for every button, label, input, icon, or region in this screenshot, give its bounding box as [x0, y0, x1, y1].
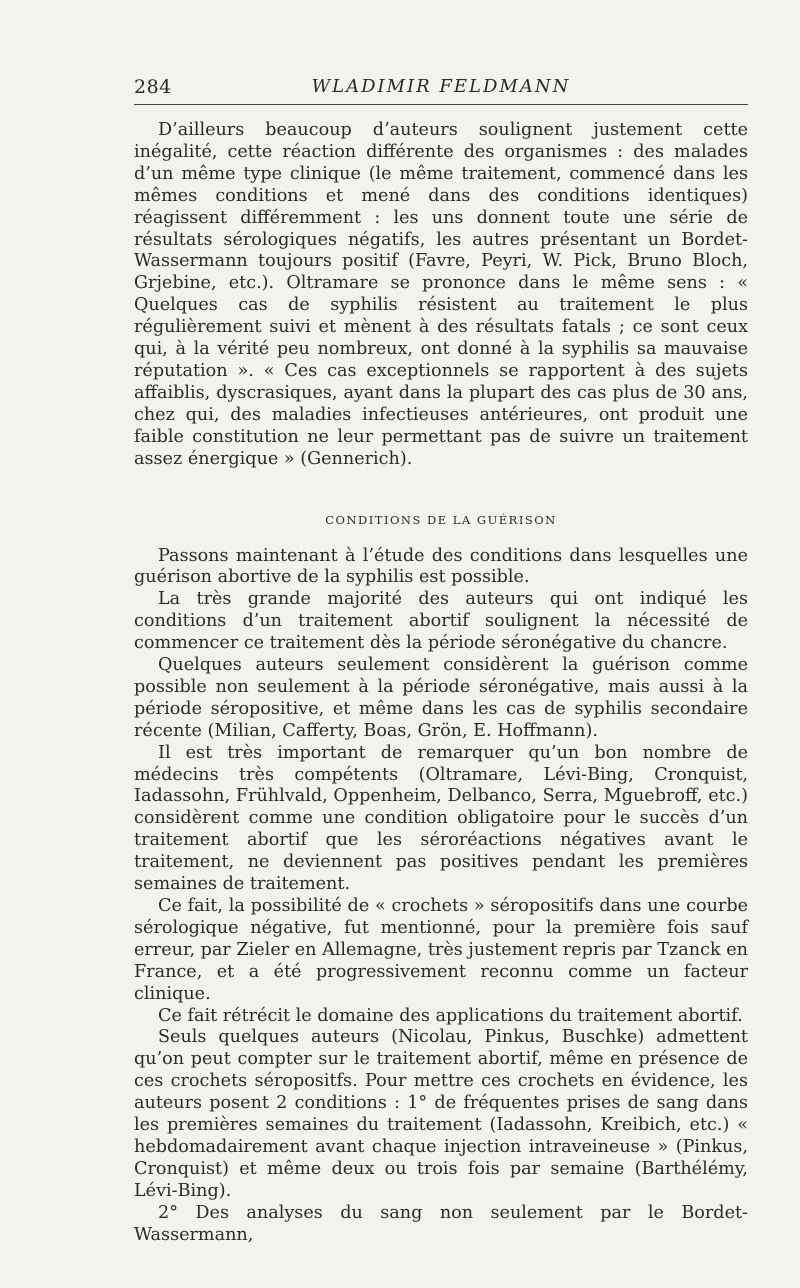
body-text	[134, 120, 748, 1247]
paragraph: Il est très important de remarquer qu’un bon nombre de médecins très compétents (Oltramare, Lévi-Bing, Cronquist, Iadassohn, Frühlvald, Oppenheim, Delbanco, Serra, Mguebroff, etc.) considèrent comme une condition obligatoire pour le succès d’un traitement abortif que les séroréactions négatives avant le traitement, ne deviennent pas positives pendant les premières semaines de traitement.	[134, 742, 748, 895]
paragraph: Seuls quelques auteurs (Nicolau, Pinkus, Buschke) admettent qu’on peut compter sur le traitement abortif, même en présence de ces crochets séropositfs. Pour mettre ces crochets en évidence, les auteurs posent 2 conditions : 1° de fréquentes prises de sang dans les premières semaines du traitement (Iadassohn, Kreibich, etc.) « hebdomadairement avant chaque injection intraveineuse » (Pinkus, Cronquist) et même deux ou trois fois par semaine (Barthélémy, Lévi-Bing).	[134, 1027, 748, 1201]
header-rule	[134, 104, 748, 105]
paragraph: Ce fait, la possibilité de « crochets » séropositifs dans une courbe sérologique négative, fut mentionné, pour la première fois sauf erreur, par Zieler en Allemagne, très justement repris par Tzanck en France, et a été progressivement reconnu comme un facteur clinique.	[134, 896, 748, 1004]
page-header	[134, 76, 748, 104]
page-number: 284	[134, 76, 172, 98]
running-title: WLADIMIR FELDMANN	[311, 76, 571, 97]
paragraph: 2° Des analyses du sang non seulement par le Bordet-Wassermann,	[134, 1202, 748, 1245]
paragraph: Ce fait rétrécit le domaine des applications du traitement abortif.	[158, 1005, 743, 1026]
paragraph: Quelques auteurs seulement considèrent la guérison comme possible non seulement à la période séronégative, mais aussi à la période séropositive, et même dans les cas de syphilis secondaire récente (Milian, Cafferty, Boas, Grön, E. Hoffmann).	[134, 655, 748, 741]
paragraph: Passons maintenant à l’étude des conditions dans lesquelles une guérison abortive de la syphilis est possible.	[134, 545, 748, 588]
paragraph: La très grande majorité des auteurs qui ont indiqué les conditions d’un traitement abortif soulignent la nécessité de commencer ce traitement dès la période séronégative du chancre.	[134, 589, 748, 654]
section-heading: CONDITIONS DE LA GUÉRISON	[325, 512, 557, 527]
paragraph: D’ailleurs beaucoup d’auteurs soulignent justement cette inégalité, cette réaction différente des organismes : des malades d’un même type clinique (le même traitement, commencé dans les mêmes conditions et mené dans des conditions identiques) réagissent différemment : les uns donnent toute une série de résultats sérologiques négatifs, les autres présentant un Bordet-Wassermann toujours positif (Favre, Peyri, W. Pick, Bruno Bloch, Grjebine, etc.). Oltramare se prononce dans le même sens : « Quelques cas de syphilis résistent au traitement le plus régulièrement suivi et mènent à des résultats fatals ; ce sont ceux qui, à la vérité peu nombreux, ont donné à la syphilis sa mauvaise réputation ». « Ces cas exceptionnels se rapportent à des sujets affaiblis, dyscrasiques, ayant dans la plupart des cas plus de 30 ans, chez qui, des maladies infectieuses antérieures, ont produit une faible constitution ne leur permettant pas de suivre un traitement assez énergique » (Gennerich).	[134, 120, 748, 469]
